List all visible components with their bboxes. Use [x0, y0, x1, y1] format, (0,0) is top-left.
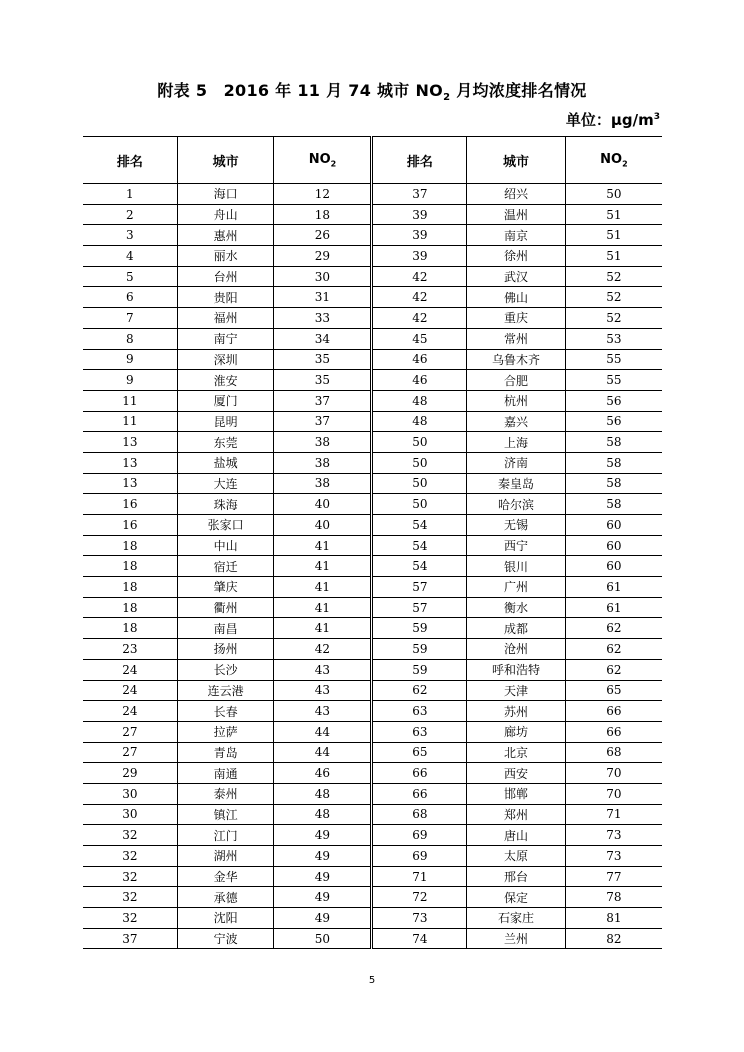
cell-no2-right: 60	[565, 515, 662, 536]
cell-city-left: 厦门	[177, 390, 274, 411]
header-no2-right: $NO_2$	[565, 137, 662, 184]
cell-no2-left: 26	[274, 225, 372, 246]
cell-no2-right: 66	[565, 701, 662, 722]
cell-rank-left: 18	[83, 597, 177, 618]
cell-rank-left: 30	[83, 804, 177, 825]
table-row	[83, 246, 662, 267]
cell-no2-right: 51	[565, 204, 662, 225]
cell-no2-right: 58	[565, 452, 662, 473]
cell-no2-right: 61	[565, 577, 662, 598]
cell-rank-right: 63	[372, 701, 467, 722]
cell-rank-left: 16	[83, 515, 177, 536]
cell-rank-right: 71	[372, 866, 467, 887]
cell-city-right: 天津	[467, 680, 566, 701]
page-title: 附表 5 2016 年 11 月 74 城市 $NO_2$ 月均浓度排名情况	[157, 81, 587, 104]
cell-city-right: 石家庄	[467, 908, 566, 929]
cell-rank-left: 29	[83, 763, 177, 784]
cell-city-left: 长春	[177, 701, 274, 722]
cell-rank-left: 32	[83, 846, 177, 867]
cell-no2-left: 40	[274, 515, 372, 536]
cell-city-left: 福州	[177, 308, 274, 329]
cell-city-left: 承德	[177, 887, 274, 908]
table-row	[83, 452, 662, 473]
cell-no2-right: 62	[565, 618, 662, 639]
cell-rank-left: 18	[83, 618, 177, 639]
table-row	[83, 287, 662, 308]
cell-no2-right: 51	[565, 246, 662, 267]
cell-rank-right: 50	[372, 494, 467, 515]
table-row	[83, 701, 662, 722]
table-row	[83, 597, 662, 618]
table-row	[83, 618, 662, 639]
cell-rank-left: 9	[83, 370, 177, 391]
cell-city-left: 青岛	[177, 742, 274, 763]
cell-city-left: 金华	[177, 866, 274, 887]
cell-no2-left: 18	[274, 204, 372, 225]
cell-no2-right: 68	[565, 742, 662, 763]
cell-rank-right: 54	[372, 515, 467, 536]
cell-rank-right: 42	[372, 266, 467, 287]
cell-city-right: 郑州	[467, 804, 566, 825]
cell-city-right: 哈尔滨	[467, 494, 566, 515]
cell-rank-right: 54	[372, 535, 467, 556]
cell-rank-right: 39	[372, 225, 467, 246]
cell-rank-right: 42	[372, 308, 467, 329]
cell-no2-left: 43	[274, 701, 372, 722]
cell-no2-right: 58	[565, 494, 662, 515]
cell-rank-left: 24	[83, 680, 177, 701]
header-row	[83, 137, 662, 184]
table-row	[83, 866, 662, 887]
cell-city-right: 成都	[467, 618, 566, 639]
table-row	[83, 887, 662, 908]
cell-no2-right: 81	[565, 908, 662, 929]
cell-rank-left: 1	[83, 184, 177, 205]
cell-city-left: 长沙	[177, 659, 274, 680]
cell-no2-left: 49	[274, 825, 372, 846]
cell-city-left: 宿迁	[177, 556, 274, 577]
unit-label: 单位：$\mu g/m^3$	[565, 111, 660, 129]
cell-rank-right: 57	[372, 577, 467, 598]
cell-rank-left: 18	[83, 577, 177, 598]
cell-city-left: 张家口	[177, 515, 274, 536]
table-row	[83, 928, 662, 949]
table-row	[83, 577, 662, 598]
cell-city-left: 拉萨	[177, 721, 274, 742]
cell-no2-left: 41	[274, 597, 372, 618]
cell-rank-right: 66	[372, 763, 467, 784]
cell-rank-right: 73	[372, 908, 467, 929]
cell-rank-left: 27	[83, 721, 177, 742]
cell-no2-left: 31	[274, 287, 372, 308]
cell-rank-left: 18	[83, 556, 177, 577]
table-row	[83, 908, 662, 929]
cell-no2-right: 82	[565, 928, 662, 949]
cell-city-right: 上海	[467, 432, 566, 453]
cell-rank-right: 69	[372, 825, 467, 846]
cell-no2-right: 53	[565, 328, 662, 349]
cell-rank-right: 63	[372, 721, 467, 742]
cell-no2-left: 29	[274, 246, 372, 267]
cell-no2-left: 38	[274, 452, 372, 473]
cell-no2-left: 48	[274, 783, 372, 804]
cell-rank-left: 5	[83, 266, 177, 287]
cell-rank-right: 65	[372, 742, 467, 763]
cell-city-right: 嘉兴	[467, 411, 566, 432]
cell-rank-left: 2	[83, 204, 177, 225]
cell-rank-right: 68	[372, 804, 467, 825]
table-row	[83, 308, 662, 329]
cell-rank-right: 54	[372, 556, 467, 577]
cell-rank-left: 13	[83, 432, 177, 453]
cell-no2-right: 56	[565, 390, 662, 411]
cell-city-left: 连云港	[177, 680, 274, 701]
cell-city-right: 南京	[467, 225, 566, 246]
cell-city-right: 唐山	[467, 825, 566, 846]
header-city-right: 城市	[467, 137, 566, 184]
cell-rank-right: 48	[372, 390, 467, 411]
cell-rank-right: 57	[372, 597, 467, 618]
cell-no2-right: 73	[565, 825, 662, 846]
cell-rank-right: 50	[372, 473, 467, 494]
table-row	[83, 763, 662, 784]
cell-rank-right: 50	[372, 432, 467, 453]
cell-no2-left: 43	[274, 659, 372, 680]
cell-city-right: 苏州	[467, 701, 566, 722]
cell-rank-right: 72	[372, 887, 467, 908]
table-row	[83, 349, 662, 370]
cell-no2-left: 38	[274, 432, 372, 453]
cell-no2-left: 38	[274, 473, 372, 494]
table-row	[83, 556, 662, 577]
cell-city-right: 西安	[467, 763, 566, 784]
cell-city-left: 江门	[177, 825, 274, 846]
cell-city-right: 保定	[467, 887, 566, 908]
cell-rank-left: 16	[83, 494, 177, 515]
cell-no2-left: 41	[274, 618, 372, 639]
cell-no2-right: 65	[565, 680, 662, 701]
table-row	[83, 846, 662, 867]
table-row	[83, 370, 662, 391]
cell-city-right: 北京	[467, 742, 566, 763]
cell-city-right: 邢台	[467, 866, 566, 887]
cell-city-right: 沧州	[467, 639, 566, 660]
table-row	[83, 494, 662, 515]
cell-city-left: 贵阳	[177, 287, 274, 308]
cell-no2-left: 35	[274, 349, 372, 370]
cell-no2-left: 30	[274, 266, 372, 287]
cell-rank-left: 32	[83, 887, 177, 908]
cell-no2-right: 60	[565, 556, 662, 577]
cell-city-left: 衢州	[177, 597, 274, 618]
cell-city-right: 合肥	[467, 370, 566, 391]
header-rank-right: 排名	[372, 137, 467, 184]
cell-no2-right: 52	[565, 266, 662, 287]
cell-city-left: 沈阳	[177, 908, 274, 929]
cell-city-right: 呼和浩特	[467, 659, 566, 680]
cell-no2-right: 62	[565, 659, 662, 680]
cell-city-left: 扬州	[177, 639, 274, 660]
cell-no2-right: 60	[565, 535, 662, 556]
table-row	[83, 432, 662, 453]
cell-rank-left: 23	[83, 639, 177, 660]
cell-no2-right: 50	[565, 184, 662, 205]
cell-no2-right: 78	[565, 887, 662, 908]
cell-city-right: 西宁	[467, 535, 566, 556]
cell-no2-left: 41	[274, 535, 372, 556]
cell-no2-right: 66	[565, 721, 662, 742]
cell-rank-right: 39	[372, 246, 467, 267]
table-row	[83, 266, 662, 287]
cell-city-right: 佛山	[467, 287, 566, 308]
cell-rank-right: 45	[372, 328, 467, 349]
table-row	[83, 184, 662, 205]
table-body	[83, 184, 662, 949]
cell-no2-right: 55	[565, 370, 662, 391]
cell-no2-left: 43	[274, 680, 372, 701]
cell-no2-left: 49	[274, 908, 372, 929]
cell-city-right: 常州	[467, 328, 566, 349]
cell-rank-right: 59	[372, 659, 467, 680]
cell-no2-right: 70	[565, 783, 662, 804]
cell-no2-right: 52	[565, 308, 662, 329]
cell-city-right: 无锡	[467, 515, 566, 536]
page-number: 5	[368, 975, 376, 986]
cell-rank-left: 3	[83, 225, 177, 246]
cell-rank-left: 37	[83, 928, 177, 949]
table-row	[83, 225, 662, 246]
cell-rank-left: 13	[83, 473, 177, 494]
cell-no2-left: 48	[274, 804, 372, 825]
table-row	[83, 411, 662, 432]
table-row	[83, 825, 662, 846]
ranking-table	[83, 136, 662, 949]
cell-rank-right: 59	[372, 618, 467, 639]
cell-city-right: 兰州	[467, 928, 566, 949]
cell-no2-left: 42	[274, 639, 372, 660]
cell-no2-right: 73	[565, 846, 662, 867]
cell-city-right: 银川	[467, 556, 566, 577]
cell-city-left: 肇庆	[177, 577, 274, 598]
cell-rank-left: 32	[83, 908, 177, 929]
table-row	[83, 659, 662, 680]
table-row	[83, 639, 662, 660]
cell-no2-left: 12	[274, 184, 372, 205]
cell-rank-right: 74	[372, 928, 467, 949]
cell-city-right: 邯郸	[467, 783, 566, 804]
table-row	[83, 742, 662, 763]
cell-city-left: 东莞	[177, 432, 274, 453]
cell-city-right: 杭州	[467, 390, 566, 411]
cell-rank-right: 46	[372, 370, 467, 391]
cell-city-left: 台州	[177, 266, 274, 287]
cell-city-right: 衡水	[467, 597, 566, 618]
cell-city-left: 丽水	[177, 246, 274, 267]
cell-rank-left: 27	[83, 742, 177, 763]
cell-no2-left: 40	[274, 494, 372, 515]
cell-city-left: 深圳	[177, 349, 274, 370]
cell-rank-right: 48	[372, 411, 467, 432]
cell-no2-left: 34	[274, 328, 372, 349]
cell-rank-left: 24	[83, 659, 177, 680]
cell-rank-left: 32	[83, 866, 177, 887]
table-row	[83, 783, 662, 804]
cell-no2-left: 37	[274, 390, 372, 411]
cell-city-right: 武汉	[467, 266, 566, 287]
cell-city-left: 舟山	[177, 204, 274, 225]
header-city-left: 城市	[177, 137, 274, 184]
cell-city-right: 广州	[467, 577, 566, 598]
cell-no2-right: 55	[565, 349, 662, 370]
cell-no2-right: 52	[565, 287, 662, 308]
cell-no2-left: 44	[274, 721, 372, 742]
cell-no2-right: 70	[565, 763, 662, 784]
cell-rank-right: 39	[372, 204, 467, 225]
cell-city-left: 中山	[177, 535, 274, 556]
cell-rank-right: 59	[372, 639, 467, 660]
cell-no2-right: 58	[565, 473, 662, 494]
cell-no2-left: 41	[274, 577, 372, 598]
table-row	[83, 535, 662, 556]
cell-city-right: 徐州	[467, 246, 566, 267]
cell-no2-right: 71	[565, 804, 662, 825]
cell-no2-left: 49	[274, 887, 372, 908]
cell-no2-right: 51	[565, 225, 662, 246]
cell-no2-left: 46	[274, 763, 372, 784]
cell-rank-left: 30	[83, 783, 177, 804]
table-row	[83, 721, 662, 742]
table-row	[83, 680, 662, 701]
cell-city-left: 淮安	[177, 370, 274, 391]
cell-rank-left: 18	[83, 535, 177, 556]
cell-rank-right: 37	[372, 184, 467, 205]
cell-no2-left: 44	[274, 742, 372, 763]
cell-city-right: 廊坊	[467, 721, 566, 742]
cell-city-left: 珠海	[177, 494, 274, 515]
cell-no2-left: 37	[274, 411, 372, 432]
cell-city-left: 海口	[177, 184, 274, 205]
cell-city-right: 温州	[467, 204, 566, 225]
cell-rank-left: 7	[83, 308, 177, 329]
cell-rank-left: 8	[83, 328, 177, 349]
cell-rank-left: 4	[83, 246, 177, 267]
cell-rank-left: 13	[83, 452, 177, 473]
cell-rank-left: 9	[83, 349, 177, 370]
cell-rank-right: 62	[372, 680, 467, 701]
cell-city-left: 盐城	[177, 452, 274, 473]
cell-city-left: 南通	[177, 763, 274, 784]
header-no2-left: $NO_2$	[274, 137, 372, 184]
cell-no2-left: 49	[274, 846, 372, 867]
cell-city-left: 惠州	[177, 225, 274, 246]
cell-city-left: 大连	[177, 473, 274, 494]
cell-city-left: 镇江	[177, 804, 274, 825]
cell-no2-right: 56	[565, 411, 662, 432]
cell-city-left: 昆明	[177, 411, 274, 432]
cell-no2-right: 62	[565, 639, 662, 660]
cell-rank-right: 46	[372, 349, 467, 370]
cell-rank-left: 6	[83, 287, 177, 308]
cell-no2-left: 49	[274, 866, 372, 887]
cell-city-left: 南昌	[177, 618, 274, 639]
table-row	[83, 515, 662, 536]
table-row	[83, 804, 662, 825]
cell-city-left: 南宁	[177, 328, 274, 349]
cell-no2-left: 50	[274, 928, 372, 949]
table-row	[83, 328, 662, 349]
table-row	[83, 204, 662, 225]
cell-rank-left: 11	[83, 390, 177, 411]
cell-no2-left: 35	[274, 370, 372, 391]
table-row	[83, 390, 662, 411]
cell-city-left: 宁波	[177, 928, 274, 949]
cell-rank-right: 69	[372, 846, 467, 867]
cell-rank-right: 50	[372, 452, 467, 473]
cell-rank-right: 66	[372, 783, 467, 804]
cell-city-left: 湖州	[177, 846, 274, 867]
cell-no2-left: 33	[274, 308, 372, 329]
cell-city-right: 重庆	[467, 308, 566, 329]
cell-city-right: 乌鲁木齐	[467, 349, 566, 370]
cell-no2-right: 77	[565, 866, 662, 887]
header-rank-left: 排名	[83, 137, 177, 184]
cell-no2-right: 61	[565, 597, 662, 618]
cell-rank-left: 11	[83, 411, 177, 432]
cell-rank-right: 42	[372, 287, 467, 308]
cell-rank-left: 24	[83, 701, 177, 722]
cell-no2-left: 41	[274, 556, 372, 577]
cell-city-right: 秦皇岛	[467, 473, 566, 494]
cell-city-right: 太原	[467, 846, 566, 867]
cell-city-left: 泰州	[177, 783, 274, 804]
cell-no2-right: 58	[565, 432, 662, 453]
cell-city-right: 绍兴	[467, 184, 566, 205]
cell-city-right: 济南	[467, 452, 566, 473]
table-row	[83, 473, 662, 494]
cell-rank-left: 32	[83, 825, 177, 846]
